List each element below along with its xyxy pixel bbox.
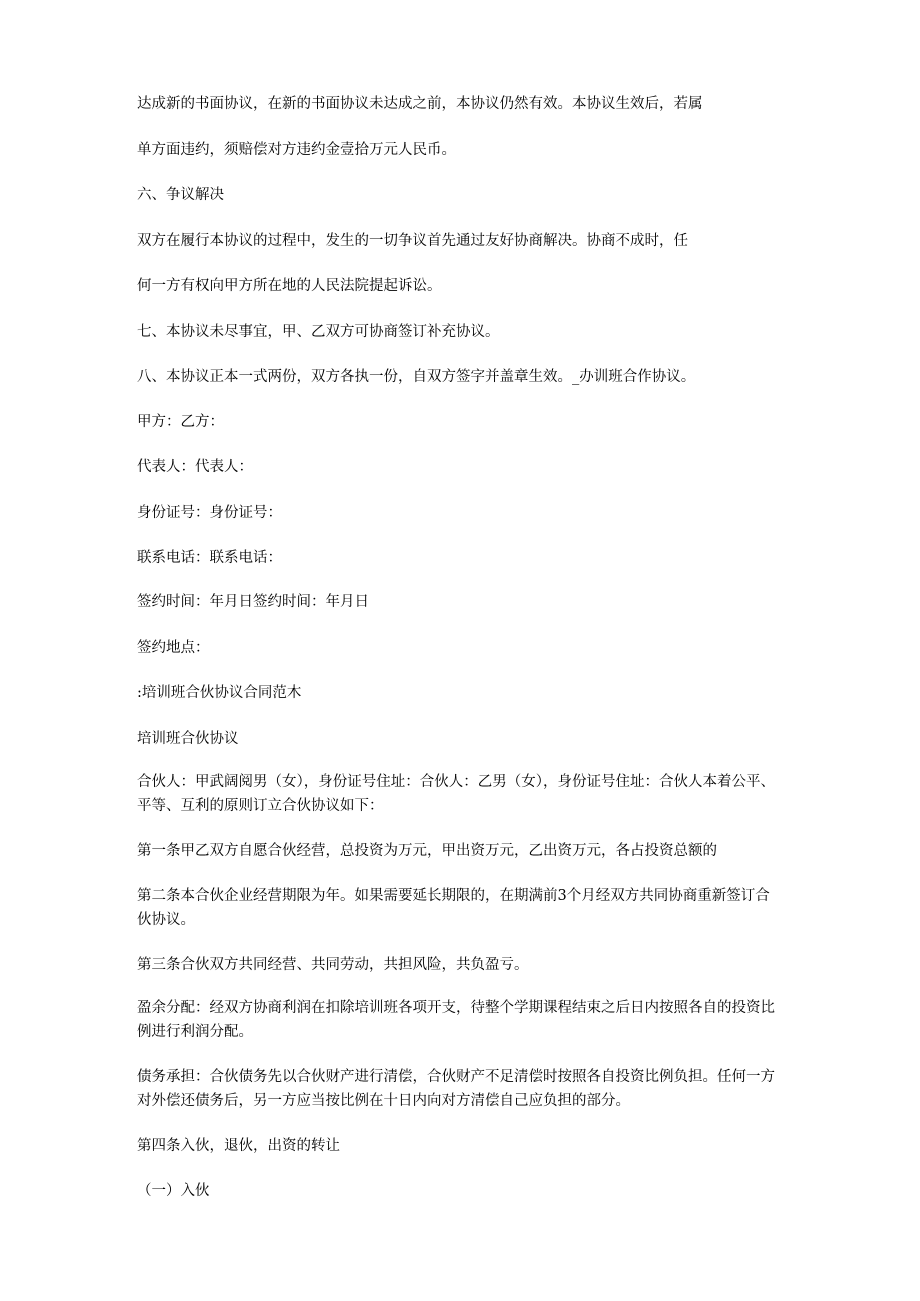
paragraph: 盈余分配：经双方协商利润在扣除培训班各项开支，待整个学期课程结束之后日内按照各自的投资比例进行利润分配。	[137, 1000, 775, 1040]
document-subtitle: 培训班合伙协议	[137, 731, 239, 747]
paragraph-line: 单方面违约，须赔偿对方违约金壹拾万元人民币。	[137, 142, 456, 158]
article-heading: 第四条入伙，退伙，出资的转让	[137, 1138, 340, 1154]
article-paragraph: 第三条合伙双方共同经营、共同劳动，共担风险，共负盈亏。	[137, 957, 529, 973]
paragraph-line: 达成新的书面协议，在新的书面协议未达成之前，本协议仍然有效。本协议生效后，若属	[137, 96, 703, 112]
paragraph-line: 八、本协议正本一式两份，双方各执一份，自双方签字并盖章生效。_办训班合作协议。	[137, 369, 696, 385]
signature-field: 联系电话：联系电话：	[137, 550, 282, 566]
paragraph: 合伙人：甲武阔阅男（女），身份证号住址：合伙人：乙男（女），身份证号住址：合伙人本着公平、平等、互利的原则订立合伙协议如下：	[137, 774, 775, 814]
signature-field: 甲方：乙方：	[137, 414, 224, 430]
paragraph-line: 双方在履行本协议的过程中，发生的一切争议首先通过友好协商解决。协商不成时，任	[137, 233, 688, 249]
paragraph: 债务承担：合伙债务先以合伙财产进行清偿，合伙财产不足清偿时按照各自投资比例负担。任何一方对外偿还债务后，另一方应当按比例在十日内向对方清偿自己应负担的部分。	[137, 1069, 775, 1109]
article-paragraph: 第二条本合伙企业经营期限为年。如果需要延长期限的，在期满前3个月经双方共同协商重新签订合伙协议。	[137, 888, 770, 928]
article-paragraph: 第一条甲乙双方自愿合伙经营，总投资为万元，甲出资万元，乙出资万元，各占投资总额的	[137, 843, 717, 859]
section-heading: 六、争议解决	[137, 187, 224, 203]
signature-field: 代表人：代表人：	[137, 459, 253, 475]
signature-field: 身份证号：身份证号：	[137, 505, 282, 521]
signature-field: 签约时间：年月日签约时间：年月日	[137, 594, 369, 610]
sub-heading: （一）入伙	[137, 1183, 210, 1199]
paragraph-line: 七、本协议未尽事宜，甲、乙双方可协商签订补充协议。	[137, 324, 500, 340]
paragraph-line: 何一方有权向甲方所在地的人民法院提起诉讼。	[137, 278, 442, 294]
document-title: :培训班合伙协议合同范木	[137, 685, 302, 701]
signature-field: 签约地点：	[137, 640, 210, 656]
